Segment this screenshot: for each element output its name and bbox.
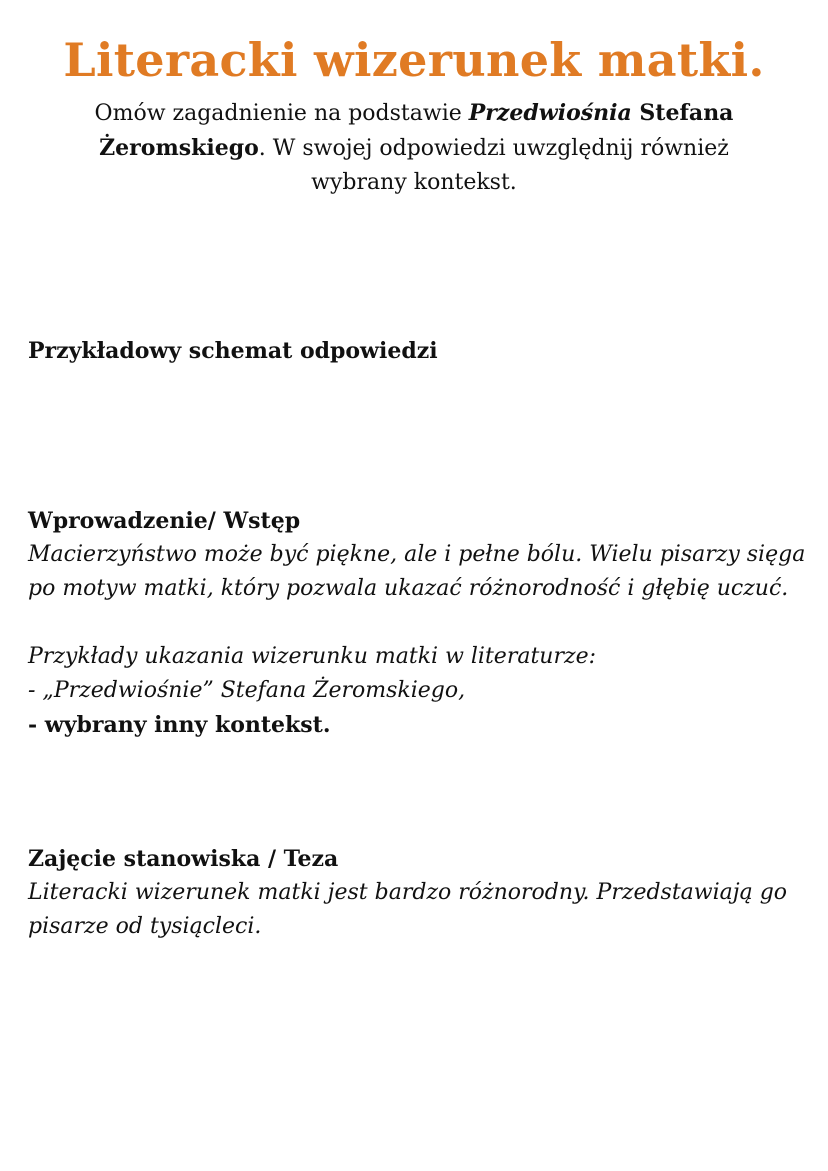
task-prefix: Omów zagadnienie na podstawie [94, 101, 469, 126]
example-item: - wybrany inny kontekst. [28, 712, 331, 738]
schema-heading: Przykładowy schemat odpowiedzi [28, 338, 438, 364]
intro-section [28, 504, 808, 742]
book-title: Przedwiośnia [468, 100, 632, 126]
thesis-section [28, 842, 818, 944]
intro-heading: Wprowadzenie/ Wstęp [28, 508, 301, 534]
page-title: Literacki wizerunek matki. [63, 33, 765, 87]
task-description [50, 96, 778, 200]
thesis-text: Literacki wizerunek matki jest bardzo różnorodny. Przedstawiają go pisarze od tysiącleci. [28, 880, 788, 939]
author-name: Stefana Żeromskiego [99, 100, 734, 161]
thesis-heading: Zajęcie stanowiska / Teza [28, 846, 339, 872]
intro-text: Macierzyństwo może być piękne, ale i pełne bólu. Wielu pisarzy sięga po motyw matki, który pozwala ukazać różnorodność i głębię uczuć. [28, 542, 806, 601]
examples-lead: Przykłady ukazania wizerunku matki w literaturze: [28, 644, 597, 669]
spacer [28, 606, 808, 640]
task-suffix: . W swojej odpowiedzi uwzględnij również wybrany kontekst. [258, 136, 729, 195]
example-item: - „Przedwiośnie” Stefana Żeromskiego, [28, 678, 466, 703]
